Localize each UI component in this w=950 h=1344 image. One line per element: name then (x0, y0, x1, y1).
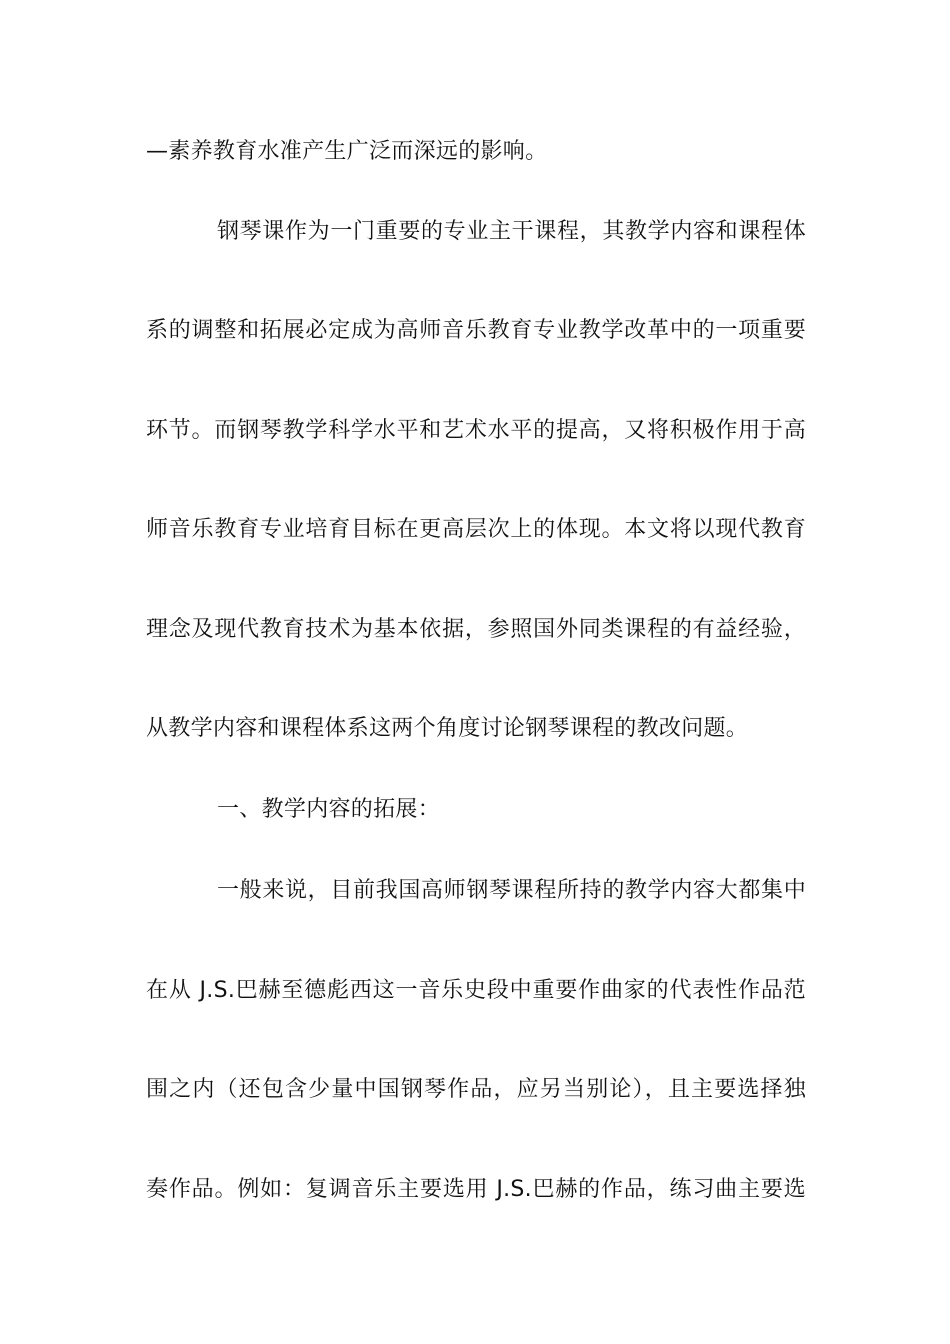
section-heading: 一、教学内容的拓展： (217, 797, 441, 822)
text-line-1: —素养教育水准产生广泛而深远的影响。 (146, 139, 548, 164)
text-line-11: 围之内（还包含少量中国钢琴作品，应另当别论），且主要选择独 (146, 1077, 806, 1102)
text-line-6: 理念及现代教育技术为基本依据，参照国外同类课程的有益经验， (146, 617, 806, 642)
paragraph-start-line-2: 一般来说，目前我国高师钢琴课程所持的教学内容大都集中 (217, 878, 806, 903)
paragraph-start-line: 钢琴课作为一门重要的专业主干课程，其教学内容和课程体 (217, 219, 806, 244)
text-line-3: 系的调整和拓展必定成为高师音乐教育专业教学改革中的一项重要 (146, 318, 806, 343)
text-line-7: 从教学内容和课程体系这两个角度讨论钢琴课程的教改问题。 (146, 716, 749, 741)
text-line-10: 在从 J.S.巴赫至德彪西这一音乐史段中重要作曲家的代表性作品范 (146, 978, 806, 1003)
text-line-5: 师音乐教育专业培育目标在更高层次上的体现。本文将以现代教育 (146, 517, 806, 542)
text-line-12: 奏作品。例如：复调音乐主要选用 J.S.巴赫的作品，练习曲主要选 (146, 1177, 806, 1202)
text-line-4: 环节。而钢琴教学科学水平和艺术水平的提高，又将积极作用于高 (146, 418, 806, 443)
